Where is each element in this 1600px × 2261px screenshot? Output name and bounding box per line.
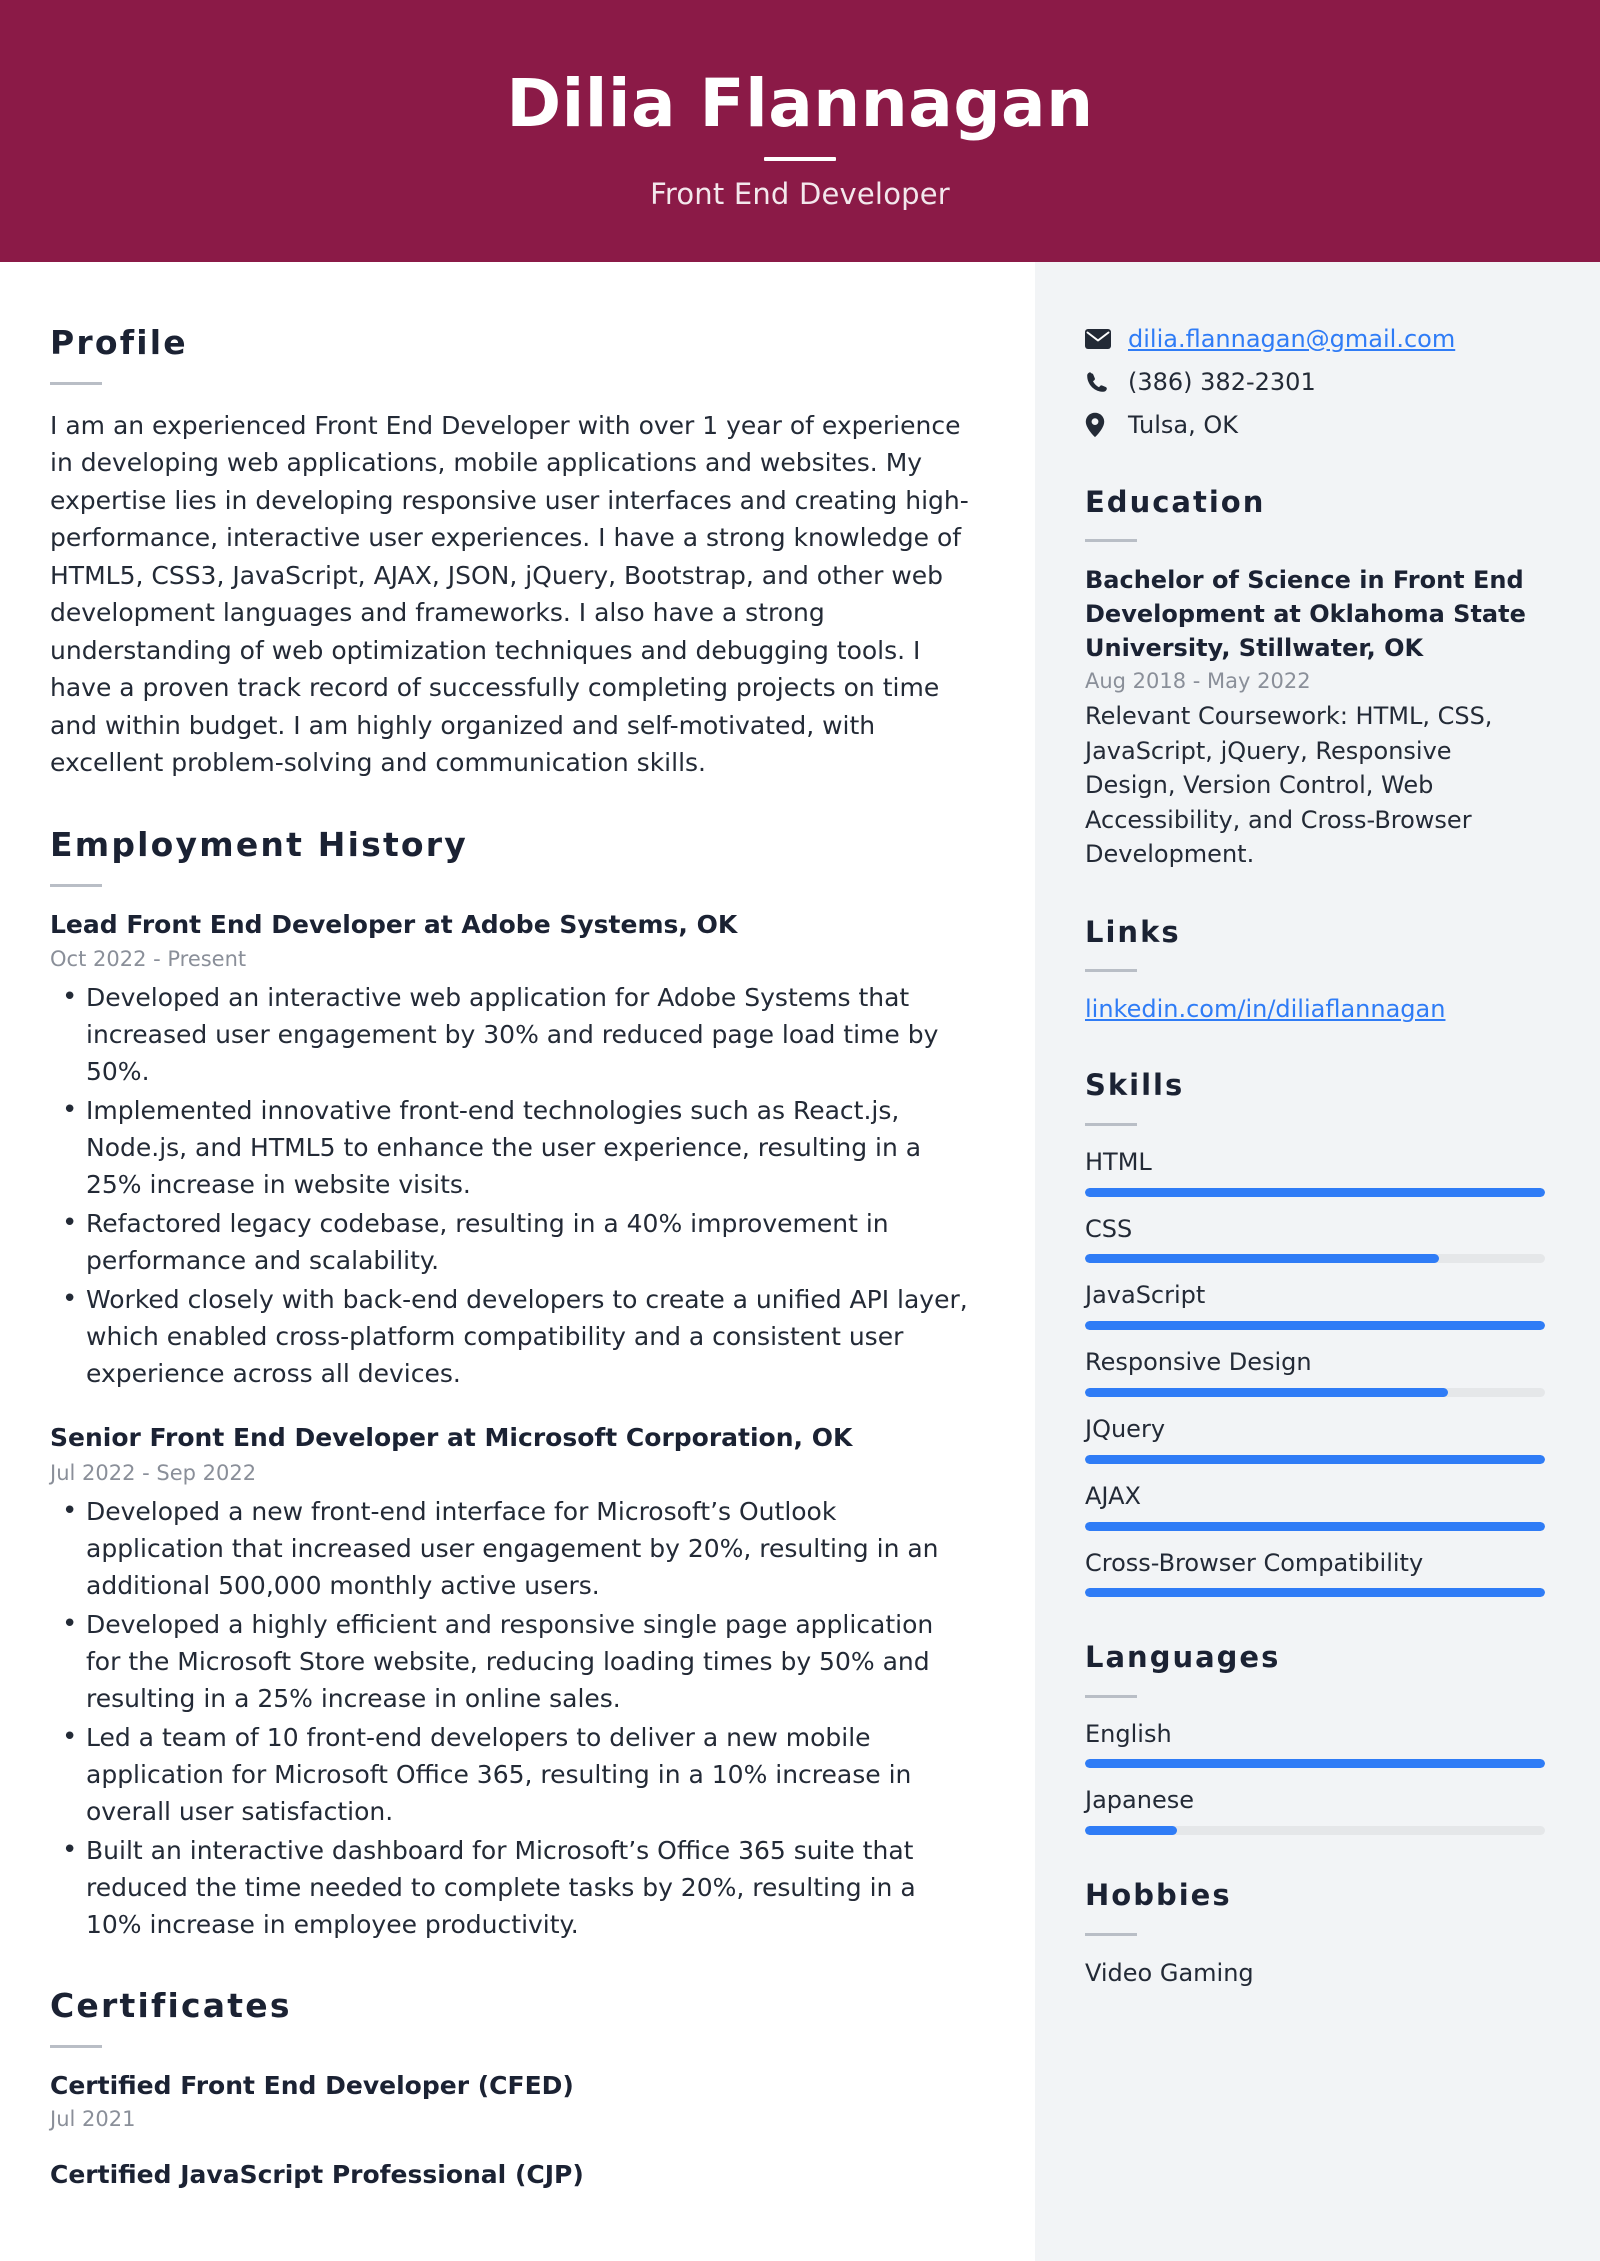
header-job-title: Front End Developer [650, 176, 950, 211]
section-heading-skills: Skills [1085, 1068, 1185, 1103]
envelope-icon [1085, 325, 1115, 353]
certificate-entry [50, 2070, 975, 2132]
skill-bar-fill [1085, 1254, 1439, 1263]
section-heading-profile: Profile [50, 323, 188, 362]
skill-label: JQuery [1085, 1414, 1166, 1443]
language-item [1085, 1720, 1545, 1769]
section-heading-languages: Languages [1085, 1640, 1281, 1675]
list-item: • Built an interactive dashboard for Microsoft’s Office 365 suite that reduced the time needed to complete tasks by 20%, resulting in a 10% increase in employee productivity. [50, 1832, 975, 1943]
profile-text: I am an experienced Front End Developer with over 1 year of experience in developing web applications, mobile applications and websites. My expertise lies in developing responsive user interfaces and creating high-performance, interactive user experiences. I have a strong knowledge of HTML5, CSS3, JavaScript, AJAX, JSON, jQuery, Bootstrap, and other web development languages and frameworks. I also have a strong understanding of web optimization techniques and debugging tools. I have a proven track record of successfully completing projects on time and within budget. I am highly organized and self-motivated, with excellent problem-solving and communication skills. [50, 410, 969, 778]
skill-bar-track [1085, 1388, 1545, 1397]
list-item: • Developed an interactive web application for Adobe Systems that increased user engagement by 30% and reduced page load time by 50%. [50, 979, 975, 1090]
contact-phone: (386) 382-2301 [1128, 367, 1316, 396]
skill-label: JavaScript [1085, 1281, 1206, 1310]
skill-bar-track [1085, 1522, 1545, 1531]
contact-email[interactable]: dilia.flannagan@gmail.com [1128, 324, 1456, 353]
job-bullets [50, 1493, 975, 1943]
job-entry [50, 909, 975, 1393]
language-bar-track [1085, 1826, 1545, 1835]
section-employment-history [50, 826, 975, 1943]
skill-bar-track [1085, 1321, 1545, 1330]
language-bar-fill [1085, 1826, 1177, 1835]
section-heading-education: Education [1085, 485, 1266, 519]
certificate-entry [50, 2159, 975, 2192]
language-item [1085, 1786, 1545, 1835]
section-languages [1085, 1641, 1545, 1835]
section-rule [1085, 969, 1137, 972]
skill-label: AJAX [1085, 1481, 1141, 1510]
section-skills [1085, 1069, 1545, 1597]
language-label: Japanese [1085, 1786, 1194, 1815]
skill-label: Cross-Browser Compatibility [1085, 1548, 1424, 1577]
language-bar-fill [1085, 1759, 1545, 1768]
job-entry [50, 1422, 975, 1943]
skill-bar-track [1085, 1254, 1545, 1263]
section-heading-hobbies: Hobbies [1085, 1878, 1232, 1913]
page-title: Dilia Flannagan [506, 65, 1094, 143]
contact-location: Tulsa, OK [1128, 410, 1238, 439]
section-heading-links: Links [1085, 914, 1181, 949]
list-item: • Implemented innovative front-end technologies such as React.js, Node.js, and HTML5 to enhance the user experience, resulting in a 25% increase in website visits. [50, 1092, 975, 1203]
education-degree: Bachelor of Science in Front End Development at Oklahoma State University, Stillwater, OK [1085, 566, 1526, 662]
map-pin-icon [1085, 411, 1115, 439]
skill-item [1085, 1348, 1545, 1397]
job-title: Lead Front End Developer at Adobe Systems, OK [50, 909, 738, 939]
section-rule [50, 2045, 102, 2048]
education-description: Relevant Coursework: HTML, CSS, JavaScript, jQuery, Responsive Design, Version Control, Web Accessibility, and Cross-Browser Development. [1085, 702, 1493, 869]
language-bar-track [1085, 1759, 1545, 1768]
skill-bar-fill [1085, 1321, 1545, 1330]
resume-header [0, 0, 1600, 262]
skill-bar-fill [1085, 1455, 1545, 1464]
section-rule [50, 884, 102, 887]
skill-label: Responsive Design [1085, 1348, 1312, 1377]
list-item: • Refactored legacy codebase, resulting in a 40% improvement in performance and scalability. [50, 1205, 975, 1279]
list-item: • Developed a highly efficient and responsive single page application for the Microsoft Store website, reducing loading times by 50% and resulting in a 25% increase in online sales. [50, 1606, 975, 1717]
section-hobbies [1085, 1879, 1545, 1989]
skill-bar-track [1085, 1188, 1545, 1197]
section-education [1085, 486, 1545, 872]
skill-item [1085, 1549, 1545, 1598]
section-heading-employment: Employment History [50, 824, 468, 864]
phone-icon [1085, 368, 1115, 396]
resume-body [0, 262, 1600, 2261]
list-item: • Developed a new front-end interface for Microsoft’s Outlook application that increased user engagement by 20%, resulting in an additional 500,000 monthly active users. [50, 1493, 975, 1604]
contact-block [1085, 324, 1545, 440]
skill-item [1085, 1281, 1545, 1330]
section-heading-certificates: Certificates [50, 1985, 292, 2025]
section-rule [50, 382, 102, 385]
skill-bar-fill [1085, 1188, 1545, 1197]
language-label: English [1085, 1719, 1172, 1748]
skill-bar-fill [1085, 1388, 1448, 1397]
skill-item [1085, 1215, 1545, 1264]
header-divider [764, 157, 836, 161]
section-rule [1085, 1933, 1137, 1936]
section-rule [1085, 539, 1137, 542]
skill-bar-fill [1085, 1588, 1545, 1597]
skill-bar-track [1085, 1588, 1545, 1597]
skill-bar-fill [1085, 1522, 1545, 1531]
job-title: Senior Front End Developer at Microsoft Corporation, OK [50, 1423, 853, 1453]
contact-row-location [1085, 410, 1545, 440]
section-rule [1085, 1123, 1137, 1126]
job-bullets [50, 979, 975, 1392]
job-dates: Jul 2022 - Sep 2022 [50, 1460, 257, 1485]
education-dates: Aug 2018 - May 2022 [1085, 669, 1311, 694]
skill-bar-track [1085, 1455, 1545, 1464]
list-item: • Led a team of 10 front-end developers to deliver a new mobile application for Microsoft Office 365, resulting in a 10% increase in overall user satisfaction. [50, 1719, 975, 1830]
section-certificates [50, 1987, 975, 2192]
section-profile [50, 324, 975, 782]
section-rule [1085, 1695, 1137, 1698]
link-linkedin[interactable]: linkedin.com/in/diliaflannagan [1085, 995, 1446, 1024]
section-links [1085, 916, 1545, 1026]
contact-row-email[interactable] [1085, 324, 1545, 354]
certificate-name: Certified JavaScript Professional (CJP) [50, 2160, 584, 2190]
certificate-date: Jul 2021 [50, 2107, 136, 2132]
skill-item [1085, 1148, 1545, 1197]
contact-row-phone [1085, 367, 1545, 397]
sidebar-column [1035, 262, 1600, 2261]
main-column [0, 262, 1035, 2261]
skill-label: CSS [1085, 1214, 1133, 1243]
hobby-item: Video Gaming [1085, 1958, 1254, 1987]
skill-item [1085, 1415, 1545, 1464]
skill-label: HTML [1085, 1147, 1152, 1176]
job-dates: Oct 2022 - Present [50, 947, 247, 972]
skill-item [1085, 1482, 1545, 1531]
certificate-name: Certified Front End Developer (CFED) [50, 2070, 574, 2100]
list-item: • Worked closely with back-end developers to create a unified API layer, which enabled cross-platform compatibility and a consistent user experience across all devices. [50, 1281, 975, 1392]
